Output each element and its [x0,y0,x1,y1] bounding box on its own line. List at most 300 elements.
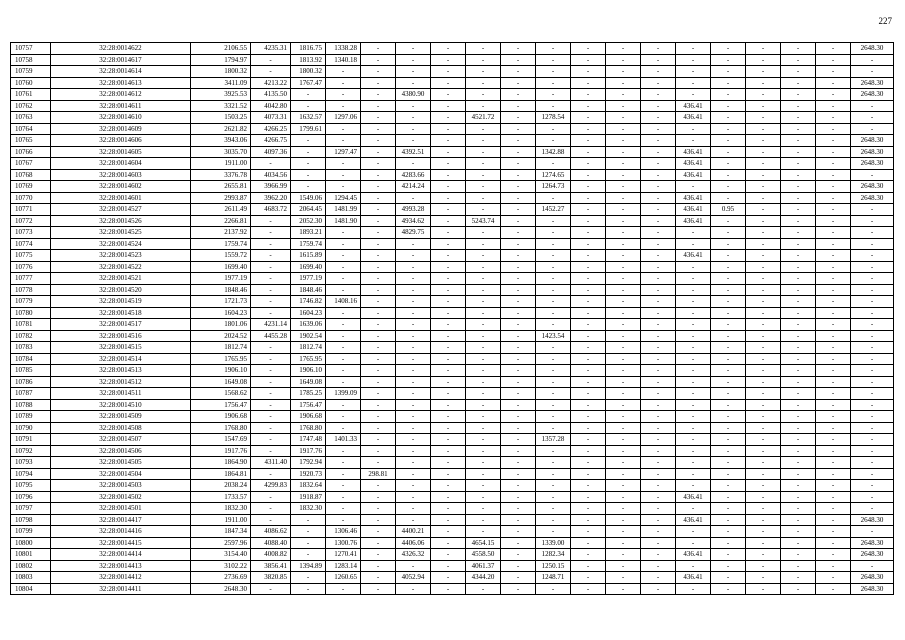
value-cell: - [571,376,606,388]
value-cell: - [641,572,676,584]
value-cell: - [676,560,711,572]
value-cell: - [676,284,711,296]
value-cell: - [606,434,641,446]
table-row [11,273,894,285]
value-cell: - [641,192,676,204]
value-cell: - [676,273,711,285]
table-row [11,319,894,331]
value-cell: - [571,112,606,124]
value-cell: 1264.73 [536,181,571,193]
value-cell: - [676,503,711,515]
value-cell: - [746,43,781,55]
value-cell: 1452.27 [536,204,571,216]
value-cell: 1848.46 [191,284,251,296]
value-cell: - [676,319,711,331]
value-cell: - [641,112,676,124]
value-cell: - [431,468,466,480]
value-cell: - [536,503,571,515]
value-cell: 4086.62 [251,526,291,538]
value-cell: - [641,238,676,250]
value-cell: - [396,284,431,296]
value-cell: - [606,54,641,66]
value-cell: - [606,583,641,595]
value-cell: - [641,307,676,319]
value-cell: - [291,181,326,193]
value-cell: - [571,480,606,492]
value-cell: 1832.30 [291,503,326,515]
value-cell: - [251,296,291,308]
cadastral-number-cell: 32:28:0014622 [51,43,191,55]
value-cell: - [326,491,361,503]
value-cell: - [571,365,606,377]
value-cell: - [606,399,641,411]
value-cell: - [781,146,816,158]
value-cell: - [466,135,501,147]
value-cell: 1568.62 [191,388,251,400]
value-cell: - [641,284,676,296]
value-cell: - [746,583,781,595]
table-row [11,261,894,273]
value-cell: - [676,261,711,273]
value-cell: 1792.94 [291,457,326,469]
value-cell: 3102.22 [191,560,251,572]
value-cell: - [606,491,641,503]
value-cell: - [466,399,501,411]
value-cell: - [641,480,676,492]
value-cell: 1357.28 [536,434,571,446]
value-cell: 1338.28 [326,43,361,55]
value-cell: - [326,273,361,285]
cadastral-number-cell: 32:28:0014521 [51,273,191,285]
value-cell: - [251,307,291,319]
value-cell: - [711,480,746,492]
value-cell: 1747.48 [291,434,326,446]
row-number-cell: 10790 [11,422,51,434]
value-cell: - [746,480,781,492]
value-cell: - [641,66,676,78]
value-cell: - [501,572,536,584]
value-cell: - [711,77,746,89]
value-cell: - [466,204,501,216]
value-cell: - [501,342,536,354]
value-cell: 2993.87 [191,192,251,204]
value-cell: - [361,399,396,411]
value-cell: - [361,411,396,423]
value-cell: - [711,319,746,331]
value-cell: - [606,365,641,377]
value-cell: - [501,457,536,469]
value-cell: - [746,319,781,331]
value-cell: - [746,342,781,354]
value-cell: - [606,560,641,572]
value-cell: 2052.30 [291,215,326,227]
value-cell: - [816,342,851,354]
value-cell: - [466,54,501,66]
value-cell: 1632.57 [291,112,326,124]
value-cell: 1297.47 [326,146,361,158]
row-number-cell: 10759 [11,66,51,78]
value-cell: - [431,261,466,273]
value-cell: - [606,376,641,388]
table-row [11,549,894,561]
value-cell: 1270.41 [326,549,361,561]
value-cell: - [606,77,641,89]
value-cell: - [816,135,851,147]
value-cell: - [746,123,781,135]
value-cell: 2648.30 [851,77,894,89]
row-number-cell: 10782 [11,330,51,342]
table-row [11,468,894,480]
value-cell: 2736.69 [191,572,251,584]
value-cell: - [781,192,816,204]
value-cell: - [291,146,326,158]
value-cell: - [251,399,291,411]
value-cell: - [606,169,641,181]
value-cell: - [536,514,571,526]
value-cell: 2648.30 [851,549,894,561]
row-number-cell: 10764 [11,123,51,135]
cadastral-number-cell: 32:28:0014522 [51,261,191,273]
value-cell: - [641,468,676,480]
value-cell: - [606,457,641,469]
row-number-cell: 10797 [11,503,51,515]
value-cell: - [816,261,851,273]
value-cell: - [816,583,851,595]
value-cell: - [781,77,816,89]
value-cell: - [326,422,361,434]
row-number-cell: 10768 [11,169,51,181]
cadastral-number-cell: 32:28:0014519 [51,296,191,308]
value-cell: - [361,434,396,446]
value-cell: - [431,549,466,561]
value-cell: - [326,135,361,147]
value-cell: - [501,215,536,227]
table-row [11,43,894,55]
value-cell: - [606,284,641,296]
value-cell: - [536,261,571,273]
value-cell: - [781,169,816,181]
value-cell: 3820.85 [251,572,291,584]
value-cell: - [431,365,466,377]
table-row [11,296,894,308]
table-row [11,284,894,296]
value-cell: - [536,296,571,308]
value-cell: - [396,388,431,400]
value-cell: 1481.99 [326,204,361,216]
value-cell: 436.41 [676,158,711,170]
value-cell: 2266.81 [191,215,251,227]
value-cell: - [676,135,711,147]
value-cell: - [851,123,894,135]
value-cell: - [676,296,711,308]
value-cell: 3856.41 [251,560,291,572]
cadastral-number-cell: 32:28:0014501 [51,503,191,515]
value-cell: - [746,468,781,480]
value-cell: - [501,192,536,204]
value-cell: - [606,549,641,561]
value-cell: - [501,238,536,250]
value-cell: - [361,77,396,89]
value-cell: - [606,192,641,204]
value-cell: - [816,89,851,101]
value-cell: - [711,457,746,469]
value-cell: - [396,330,431,342]
value-cell: - [361,445,396,457]
value-cell: 3966.99 [251,181,291,193]
value-cell: 4392.51 [396,146,431,158]
cadastral-number-cell: 32:28:0014514 [51,353,191,365]
value-cell: - [816,388,851,400]
value-cell: - [501,353,536,365]
value-cell: - [746,537,781,549]
value-cell: - [536,307,571,319]
value-cell: - [536,365,571,377]
value-cell: - [501,330,536,342]
value-cell: - [851,273,894,285]
row-number-cell: 10783 [11,342,51,354]
value-cell: - [396,480,431,492]
table-row [11,204,894,216]
value-cell: - [361,422,396,434]
value-cell: - [536,250,571,262]
value-cell: - [501,388,536,400]
value-cell: - [361,123,396,135]
value-cell: - [501,560,536,572]
value-cell: - [396,77,431,89]
value-cell: - [536,123,571,135]
value-cell: - [361,169,396,181]
value-cell: - [571,250,606,262]
value-cell: - [571,445,606,457]
value-cell: 1917.76 [191,445,251,457]
value-cell: - [781,434,816,446]
value-cell: - [291,169,326,181]
value-cell: - [536,54,571,66]
value-cell: - [746,146,781,158]
value-cell: - [851,560,894,572]
value-cell: - [396,158,431,170]
value-cell: - [431,560,466,572]
value-cell: - [251,411,291,423]
value-cell: - [851,353,894,365]
cadastral-number-cell: 32:28:0014502 [51,491,191,503]
row-number-cell: 10784 [11,353,51,365]
value-cell: - [571,192,606,204]
value-cell: - [501,549,536,561]
value-cell: - [606,146,641,158]
value-cell: - [501,365,536,377]
row-number-cell: 10767 [11,158,51,170]
value-cell: - [251,54,291,66]
value-cell: 1759.74 [191,238,251,250]
value-cell: - [431,215,466,227]
value-cell: - [396,457,431,469]
value-cell: 2648.30 [851,537,894,549]
value-cell: - [251,66,291,78]
value-cell: - [291,89,326,101]
value-cell: 4683.72 [251,204,291,216]
value-cell: 2597.96 [191,537,251,549]
value-cell: - [711,537,746,549]
value-cell: 2064.45 [291,204,326,216]
value-cell: - [396,503,431,515]
value-cell: - [326,238,361,250]
cadastral-number-cell: 32:28:0014609 [51,123,191,135]
value-cell: 1297.06 [326,112,361,124]
value-cell: 2621.82 [191,123,251,135]
value-cell: - [851,112,894,124]
value-cell: - [361,307,396,319]
row-number-cell: 10786 [11,376,51,388]
value-cell: 2024.52 [191,330,251,342]
value-cell: - [431,526,466,538]
value-cell: - [466,514,501,526]
value-cell: - [781,250,816,262]
value-cell: - [251,158,291,170]
value-cell: - [431,296,466,308]
value-cell: - [361,365,396,377]
value-cell: 2137.92 [191,227,251,239]
value-cell: - [606,66,641,78]
value-cell: - [746,77,781,89]
value-cell: 436.41 [676,572,711,584]
cadastral-number-cell: 32:28:0014610 [51,112,191,124]
value-cell: - [746,411,781,423]
value-cell: 1503.25 [191,112,251,124]
value-cell: 436.41 [676,549,711,561]
value-cell: 4654.15 [466,537,501,549]
value-cell: - [606,296,641,308]
value-cell: - [781,204,816,216]
table-row [11,388,894,400]
value-cell: - [501,100,536,112]
value-cell: - [501,54,536,66]
value-cell: 4034.56 [251,169,291,181]
value-cell: - [536,238,571,250]
value-cell: - [466,468,501,480]
value-cell: - [606,158,641,170]
value-cell: 1813.92 [291,54,326,66]
value-cell: - [746,445,781,457]
value-cell: 298.81 [361,468,396,480]
value-cell: - [571,77,606,89]
value-cell: - [361,537,396,549]
value-cell: - [396,100,431,112]
value-cell: - [466,158,501,170]
cadastral-number-cell: 32:28:0014614 [51,66,191,78]
value-cell: - [326,480,361,492]
value-cell: - [816,169,851,181]
value-cell: - [676,89,711,101]
value-cell: - [641,77,676,89]
value-cell: 4400.21 [396,526,431,538]
value-cell: - [816,250,851,262]
value-cell: - [396,491,431,503]
value-cell: - [606,422,641,434]
value-cell: 1282.34 [536,549,571,561]
cadastral-number-cell: 32:28:0014517 [51,319,191,331]
value-cell: - [501,261,536,273]
value-cell: - [641,123,676,135]
value-cell: - [606,215,641,227]
value-cell: - [571,411,606,423]
value-cell: - [361,353,396,365]
value-cell: - [781,66,816,78]
value-cell: - [816,560,851,572]
value-cell: - [536,468,571,480]
value-cell: - [606,480,641,492]
value-cell: - [291,549,326,561]
value-cell: 1649.08 [191,376,251,388]
value-cell: - [431,583,466,595]
value-cell: - [781,526,816,538]
value-cell: - [641,445,676,457]
value-cell: - [571,583,606,595]
value-cell: - [606,250,641,262]
row-number-cell: 10792 [11,445,51,457]
value-cell: 4042.80 [251,100,291,112]
value-cell: - [851,330,894,342]
value-cell: - [851,227,894,239]
value-cell: - [711,376,746,388]
table-row [11,330,894,342]
value-cell: - [536,399,571,411]
value-cell: - [501,514,536,526]
value-cell: - [361,491,396,503]
value-cell: - [361,89,396,101]
value-cell: 1768.80 [191,422,251,434]
value-cell: - [571,330,606,342]
row-number-cell: 10791 [11,434,51,446]
value-cell: - [396,560,431,572]
value-cell: - [746,204,781,216]
value-cell: - [251,250,291,262]
value-cell: - [326,77,361,89]
value-cell: - [676,445,711,457]
value-cell: - [431,572,466,584]
value-cell: 1746.82 [291,296,326,308]
table-row [11,572,894,584]
value-cell: - [676,238,711,250]
value-cell: - [641,169,676,181]
value-cell: 3154.40 [191,549,251,561]
value-cell: 4380.90 [396,89,431,101]
value-cell: - [816,537,851,549]
value-cell: - [781,43,816,55]
value-cell: - [431,537,466,549]
value-cell: - [851,100,894,112]
value-cell: - [746,158,781,170]
value-cell: 1906.68 [291,411,326,423]
value-cell: - [291,514,326,526]
value-cell: - [746,549,781,561]
value-cell: - [816,319,851,331]
table-row [11,353,894,365]
value-cell: - [536,342,571,354]
value-cell: - [326,376,361,388]
value-cell: - [606,445,641,457]
value-cell: - [501,503,536,515]
value-cell: - [291,537,326,549]
value-cell: 4934.62 [396,215,431,227]
value-cell: - [816,445,851,457]
value-cell: - [501,284,536,296]
value-cell: 1260.65 [326,572,361,584]
value-cell: - [816,123,851,135]
value-cell: - [536,273,571,285]
value-cell: - [396,411,431,423]
value-cell: - [291,100,326,112]
